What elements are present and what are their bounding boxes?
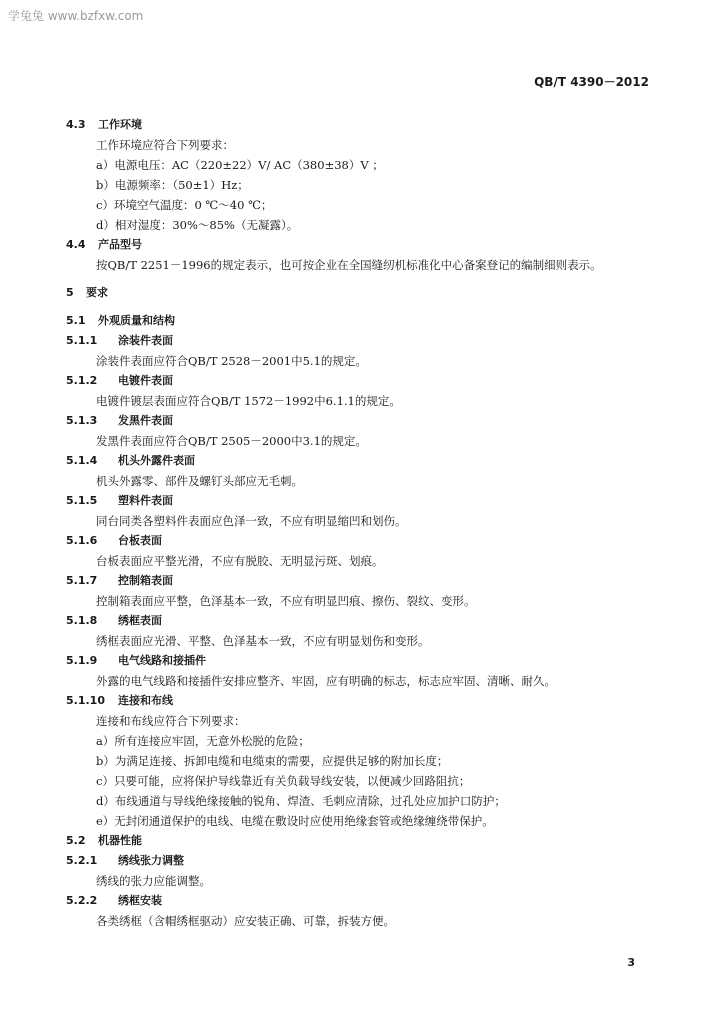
- body-text-line: [96, 473, 303, 489]
- body-text: 发黑件表面应符合QB/T 2505－2000中3.1的规定。: [96, 434, 367, 448]
- body-text: 各类绣框（含帽绣框驱动）应安装正确、可靠，拆装方便。: [96, 914, 395, 928]
- body-text: a）电源电压：AC（220±22）V/ AC（380±38）V ；: [96, 158, 384, 172]
- section-heading: [66, 893, 162, 909]
- section-title: 塑料件表面: [118, 494, 173, 507]
- body-text: 同台同类各塑料件表面应色泽一致，不应有明显缩凹和划伤。: [96, 514, 407, 528]
- section-number: 5.1: [66, 314, 86, 327]
- section-title: 绣线张力调整: [118, 854, 184, 867]
- section-number: 4.4: [66, 238, 86, 251]
- section-heading: [66, 533, 162, 549]
- body-text: 台板表面应平整光滑，不应有脱胶、无明显污斑、划痕。: [96, 554, 384, 568]
- section-number: 5.1.4: [66, 454, 98, 467]
- body-text-line: [96, 773, 470, 789]
- section-number: 5.1.2: [66, 374, 98, 387]
- section-number: 5.2: [66, 834, 86, 847]
- watermark: 学兔兔 www.bzfxw.com: [8, 9, 144, 23]
- section-heading: [66, 333, 173, 349]
- section-heading: [66, 313, 175, 329]
- section-heading: [66, 493, 173, 509]
- body-text: 按QB/T 2251－1996的规定表示，也可按企业在全国缝纫机标准化中心备案登记的编制细则表示。: [96, 258, 602, 272]
- section-title: 要求: [86, 286, 108, 299]
- section-title: 电气线路和接插件: [118, 654, 206, 667]
- section-title: 外观质量和结构: [98, 314, 175, 327]
- body-text: e）无封闭通道保护的电线、电缆在敷设时应使用绝缘套管或绝缘缠绕带保护。: [96, 814, 494, 828]
- body-text: d）相对湿度：30%～85%（无凝露）。: [96, 218, 299, 232]
- body-text: 连接和布线应符合下列要求：: [96, 714, 246, 728]
- body-text-line: [96, 633, 430, 649]
- body-text: c）只要可能，应将保护导线靠近有关负载导线安装，以便减少回路阻抗；: [96, 774, 471, 788]
- section-heading: [66, 237, 142, 253]
- body-text: 控制箱表面应平整，色泽基本一致，不应有明显凹痕、擦伤、裂纹、变形。: [96, 594, 476, 608]
- body-text-line: [96, 393, 401, 409]
- body-text-line: [96, 353, 367, 369]
- body-text-line: [96, 177, 249, 193]
- body-text-line: [96, 593, 476, 609]
- section-heading: [66, 833, 142, 849]
- section-title: 工作环境: [98, 118, 142, 131]
- body-text-line: [96, 513, 407, 529]
- section-heading: [66, 413, 173, 429]
- section-title: 机器性能: [98, 834, 142, 847]
- section-title: 绣框安装: [118, 894, 162, 907]
- body-text-line: [96, 753, 448, 769]
- section-heading: [66, 453, 195, 469]
- section-title: 控制箱表面: [118, 574, 173, 587]
- section-title: 电镀件表面: [118, 374, 173, 387]
- section-number: 5.1.7: [66, 574, 98, 587]
- body-text-line: [96, 433, 367, 449]
- section-number: 5.1.5: [66, 494, 98, 507]
- section-title: 绣框表面: [118, 614, 162, 627]
- body-text: 绣线的张力应能调整。: [96, 874, 211, 888]
- section-heading: [66, 613, 162, 629]
- section-heading: [66, 653, 206, 669]
- body-text-line: [96, 793, 506, 809]
- body-text: b）电源频率：（50±1）Hz；: [96, 178, 249, 192]
- section-number: 5.1.3: [66, 414, 98, 427]
- body-text-line: [96, 813, 494, 829]
- section-number: 5.1.8: [66, 614, 98, 627]
- body-text: 涂装件表面应符合QB/T 2528－2001中5.1的规定。: [96, 354, 367, 368]
- body-text-line: [96, 257, 602, 273]
- section-title: 连接和布线: [118, 694, 173, 707]
- body-text: 电镀件镀层表面应符合QB/T 1572－1992中6.1.1的规定。: [96, 394, 401, 408]
- section-title: 产品型号: [98, 238, 142, 251]
- body-text-line: [96, 157, 384, 173]
- body-text: d）布线通道与导线绝缘接触的锐角、焊渣、毛刺应清除，过孔处应加护口防护；: [96, 794, 506, 808]
- section-number: 5.1.9: [66, 654, 98, 667]
- body-text: b）为满足连接、拆卸电缆和电缆束的需要，应提供足够的附加长度；: [96, 754, 449, 768]
- section-number: 5.1.1: [66, 334, 98, 347]
- body-text-line: [96, 713, 246, 729]
- body-text: 外露的电气线路和接插件安排应整齐、牢固，应有明确的标志，标志应牢固、清晰、耐久。: [96, 674, 556, 688]
- section-title: 台板表面: [118, 534, 162, 547]
- section-number: 5.2.1: [66, 854, 98, 867]
- section-heading: [66, 853, 184, 869]
- section-number: 5.1.6: [66, 534, 98, 547]
- section-heading: [66, 373, 173, 389]
- section-title: 发黑件表面: [118, 414, 173, 427]
- standard-code: QB/T 4390－2012: [534, 75, 649, 89]
- body-text: a）所有连接应牢固，无意外松脱的危险；: [96, 734, 310, 748]
- section-heading: [66, 285, 108, 301]
- body-text: 机头外露零、部件及螺钉头部应无毛刺。: [96, 474, 303, 488]
- body-text-line: [96, 913, 395, 929]
- section-title: 机头外露件表面: [118, 454, 195, 467]
- body-text: c）环境空气温度：0 ℃～40 ℃；: [96, 198, 273, 212]
- body-text-line: [96, 197, 272, 213]
- body-text: 绣框表面应光滑、平整、色泽基本一致，不应有明显划伤和变形。: [96, 634, 430, 648]
- body-text-line: [96, 673, 556, 689]
- page-number: 3: [627, 956, 635, 969]
- body-text-line: [96, 217, 298, 233]
- body-text-line: [96, 733, 310, 749]
- body-text-line: [96, 873, 211, 889]
- section-heading: [66, 693, 173, 709]
- body-text-line: [96, 137, 234, 153]
- section-heading: [66, 573, 173, 589]
- section-title: 涂装件表面: [118, 334, 173, 347]
- section-number: 4.3: [66, 118, 86, 131]
- body-text: 工作环境应符合下列要求：: [96, 138, 234, 152]
- section-number: 5.1.10: [66, 694, 105, 707]
- section-heading: [66, 117, 142, 133]
- body-text-line: [96, 553, 384, 569]
- section-number: 5.2.2: [66, 894, 98, 907]
- section-number: 5: [66, 286, 74, 299]
